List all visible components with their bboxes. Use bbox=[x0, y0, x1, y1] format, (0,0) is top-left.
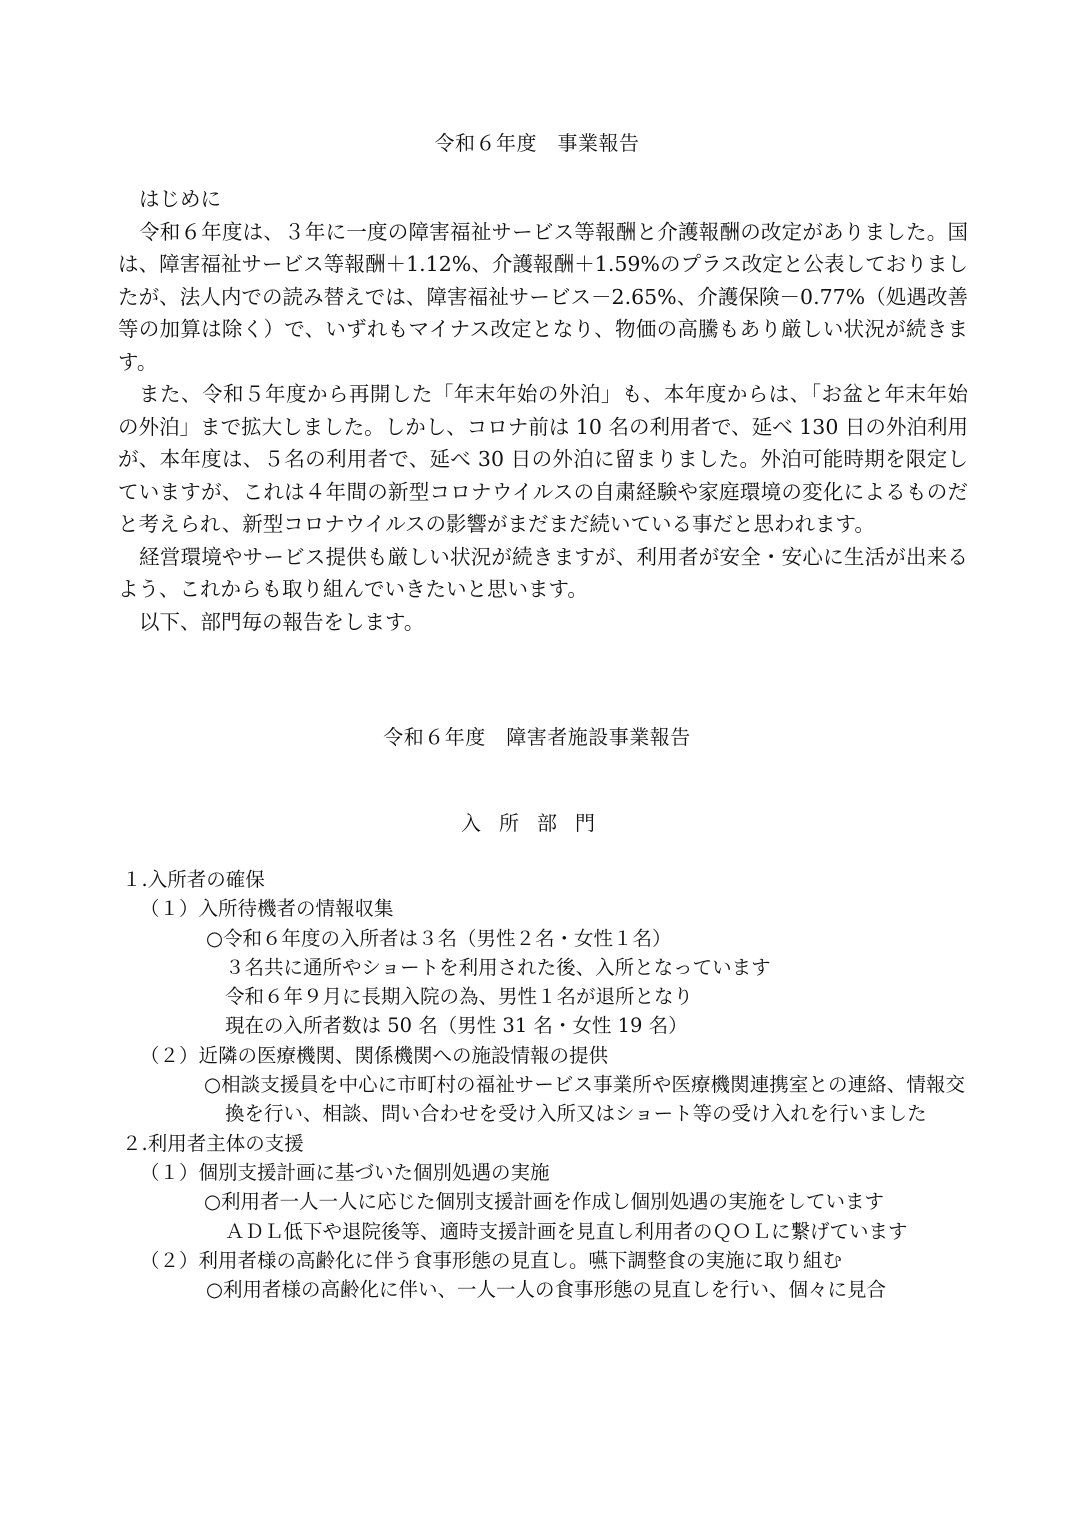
section-heading: ２.利用者主体の支援 bbox=[122, 1131, 304, 1155]
department-heading: 入所部門 bbox=[461, 811, 613, 835]
bullet-continuation: ３名共に通所やショートを利用された後、入所となっています bbox=[225, 955, 771, 979]
bullet-continuation: ＡＤＬ低下や退院後等、適時支援計画を見直し利用者のＱＯＬに繋げています bbox=[225, 1219, 908, 1243]
bullet-item: ○令和６年度の入所者は３名（男性２名・女性１名） bbox=[206, 926, 672, 950]
subsection-heading: （２）近隣の医療機関、関係機関への施設情報の提供 bbox=[140, 1043, 609, 1067]
intro-paragraph: 経営環境やサービス提供も厳しい状況が続きますが、利用者が安全・安心に生活が出来るよう、これからも取り組んでいきたいと思います。 bbox=[118, 544, 968, 601]
subsection-heading: （１）入所待機者の情報収集 bbox=[140, 897, 394, 921]
section-heading: １.入所者の確保 bbox=[122, 868, 265, 891]
report-sections bbox=[118, 865, 968, 1304]
intro-heading: はじめに bbox=[139, 187, 221, 211]
bullet-item: ○相談支援員を中心に市町村の福祉サービス事業所や医療機関連携室との連絡、情報交換を行い、相談、問い合わせを受け入所又はショート等の受け入れを行いました bbox=[204, 1073, 965, 1126]
bullet-item: ○利用者様の高齢化に伴い、一人一人の食事形態の見直しを行い、個々に見合 bbox=[206, 1278, 887, 1302]
intro-paragraph: 令和６年度は、３年に一度の障害福祉サービス等報酬と介護報酬の改定がありました。国は、障害福祉サービス等報酬＋1.12%、介護報酬＋1.59%のプラス改定と公表しておりましたが、法人内での読み替えでは、障害福祉サービス－2.65%、介護保険－0.77%（処遇改善等の加算は除く）で、いずれもマイナス改定となり、物価の高騰もあり厳しい状況が続きます。 bbox=[118, 219, 968, 374]
bullet-continuation: 現在の入所者数は 50 名（男性 31 名・女性 19 名） bbox=[225, 1014, 688, 1038]
bullet-continuation: 令和６年９月に長期入院の為、男性１名が退所となり bbox=[225, 985, 694, 1009]
subsection-heading: （１）個別支援計画に基づいた個別処遇の実施 bbox=[140, 1160, 550, 1184]
facility-report-title: 令和６年度 障害者施設事業報告 bbox=[383, 725, 691, 749]
intro-paragraph: また、令和５年度から再開した「年末年始の外泊」も、本年度からは、「お盆と年末年始の外泊」まで拡大しました。しかし、コロナ前は 10 名の利用者で、延べ 130 日の外泊利用が、本年度は、５名の利用者で、延べ 30 日の外泊に留まりました。外泊可能時期を限定していますが、これは４年間の新型コロナウイルスの自粛経験や家庭環境の変化によるものだと考えられ、新型コロナウイルスの影響がまだまだ続いている事だと思われます。 bbox=[118, 382, 968, 536]
introduction bbox=[118, 183, 968, 638]
bullet-item: ○利用者一人一人に応じた個別支援計画を作成し個別処遇の実施をしています bbox=[204, 1190, 885, 1214]
report-title: 令和６年度 事業報告 bbox=[434, 131, 640, 155]
subsection-heading: （２）利用者様の高齢化に伴う食事形態の見直し。嚥下調整食の実施に取り組む bbox=[140, 1248, 843, 1272]
intro-paragraph: 以下、部門毎の報告をします。 bbox=[139, 609, 425, 634]
